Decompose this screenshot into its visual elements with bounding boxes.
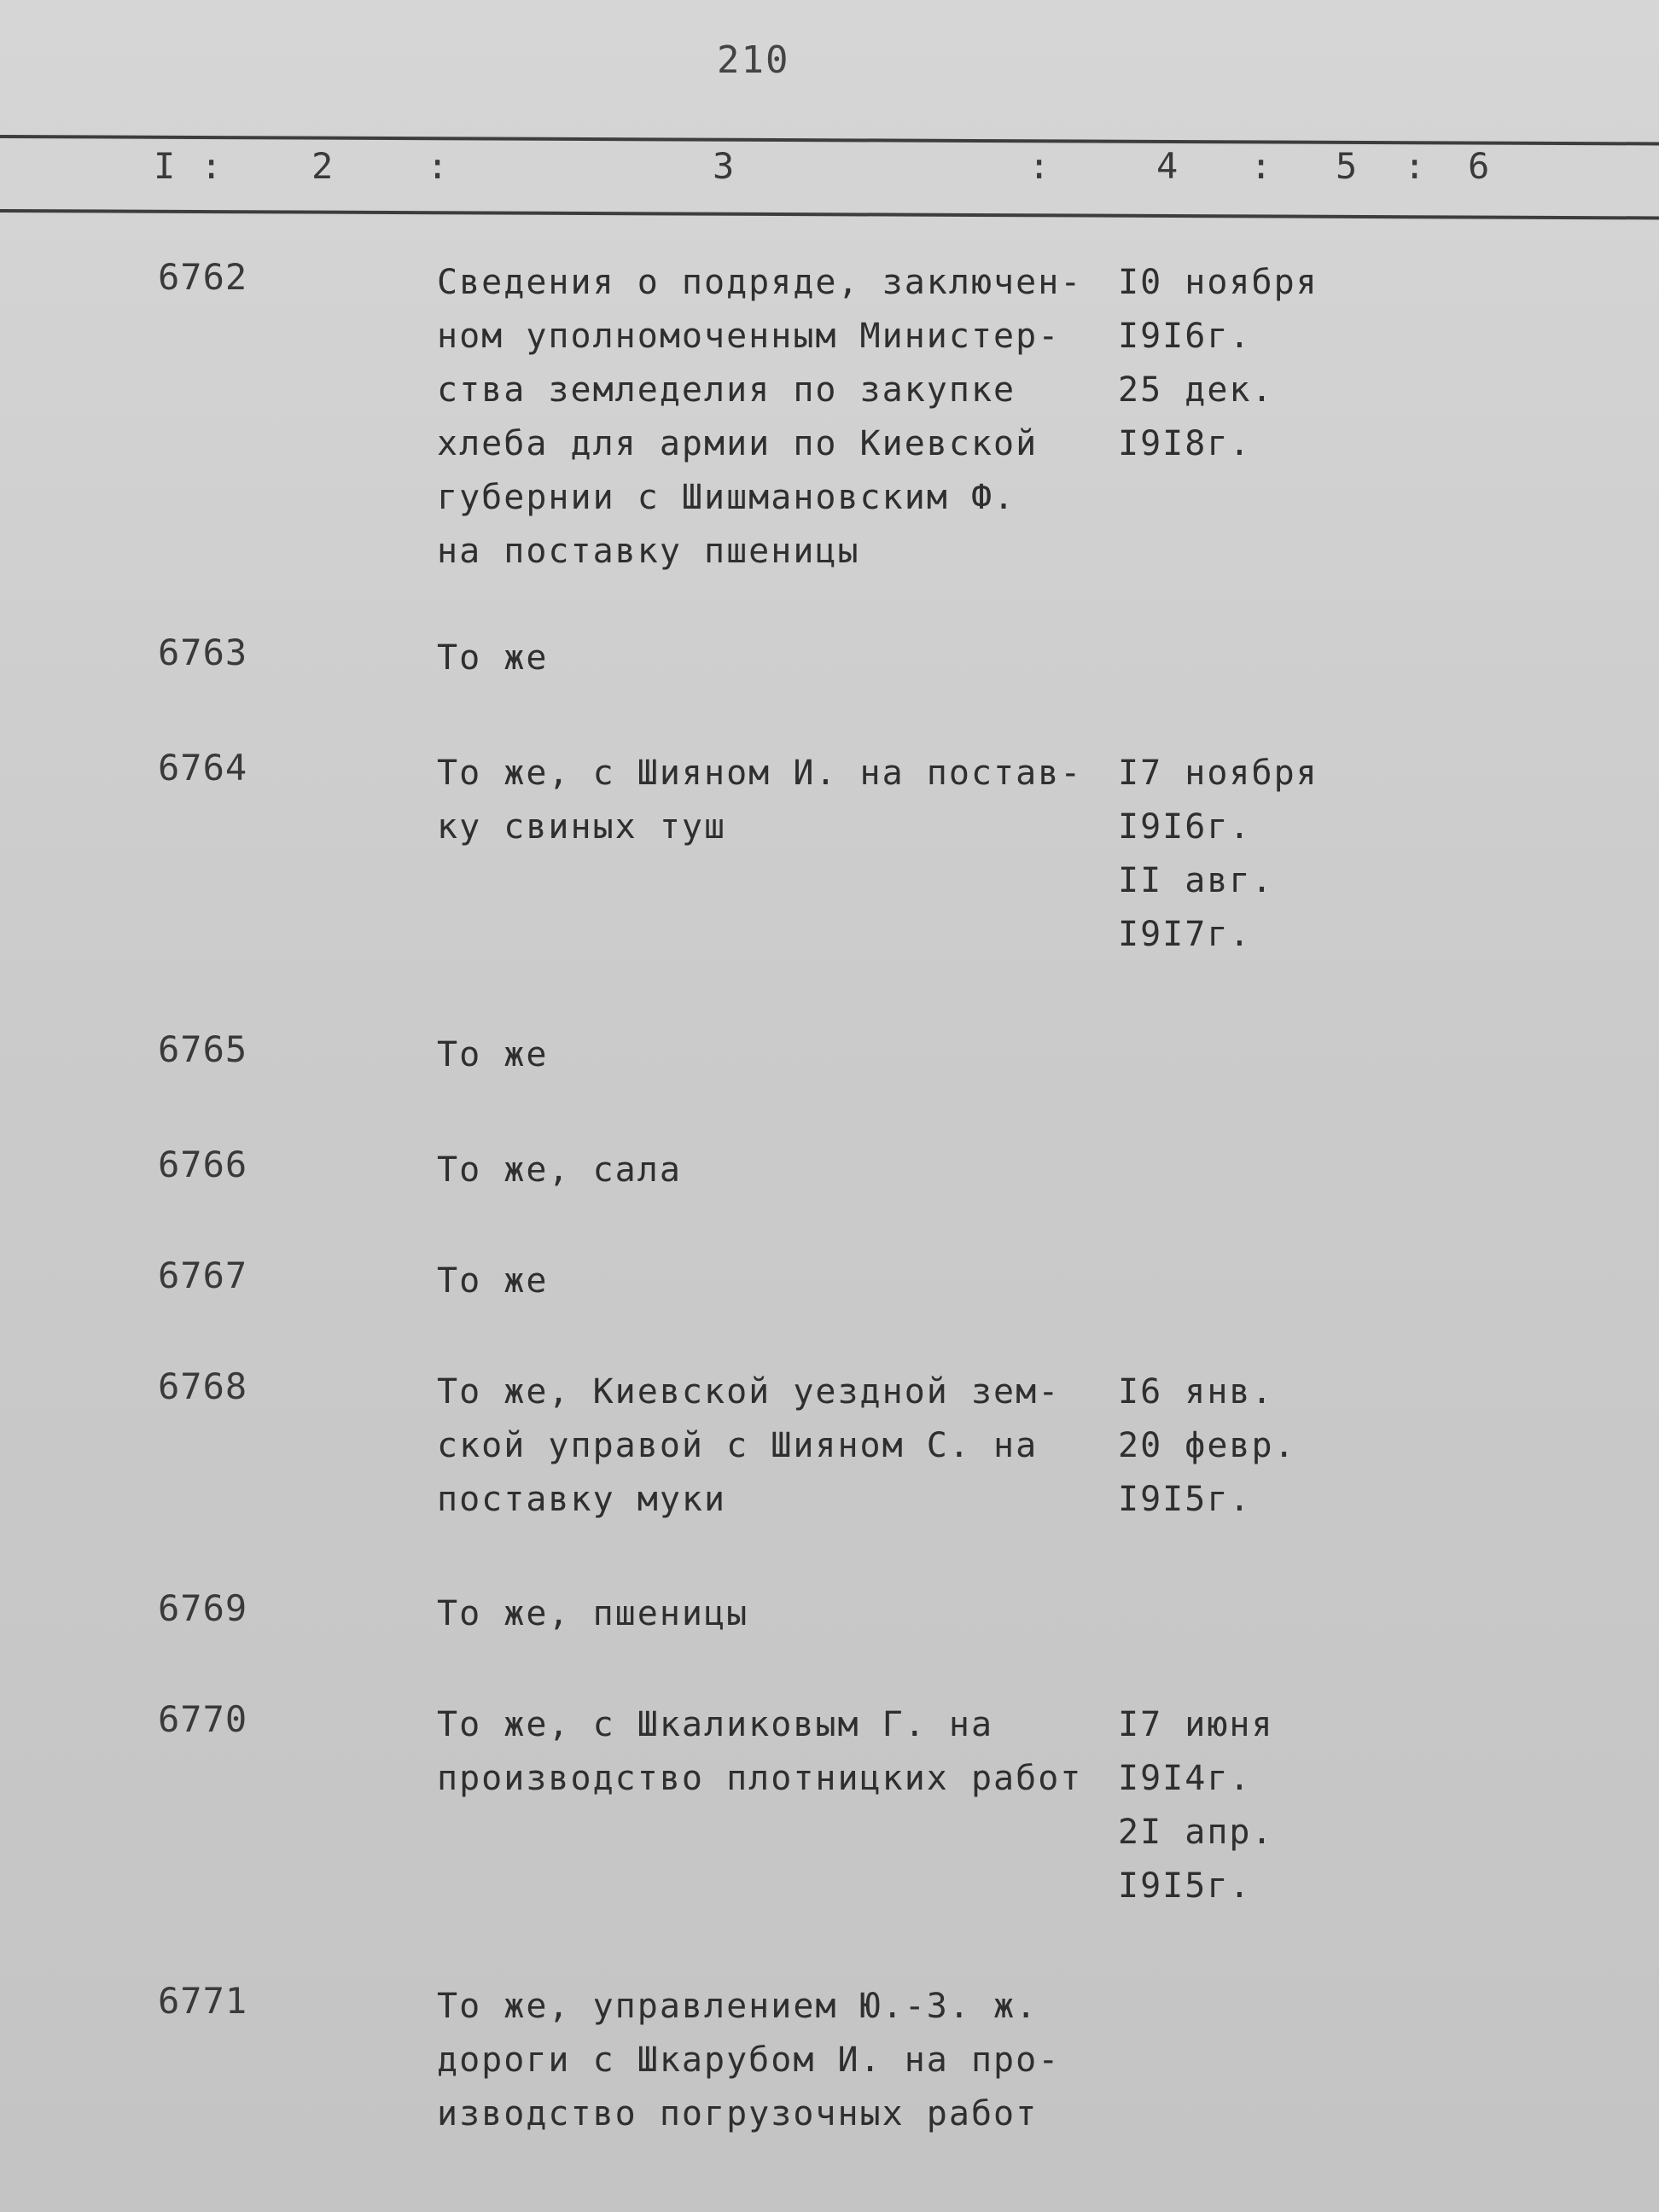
column-header-3: 3 — [713, 145, 735, 187]
date-line: I6 янв. — [1118, 1372, 1274, 1412]
description-line: изводство погрузочных работ — [437, 2094, 1039, 2133]
item-dates — [1118, 256, 1459, 471]
item-dates — [1118, 1365, 1459, 1527]
item-description — [437, 1698, 1120, 1806]
item-number: 6766 — [158, 1144, 248, 1185]
date-line: I9I7г. — [1118, 915, 1252, 954]
item-description — [437, 1144, 1120, 1197]
item-description — [437, 1254, 1120, 1308]
description-line: производство плотницких работ — [437, 1759, 1083, 1798]
item-number: 6765 — [158, 1028, 248, 1070]
date-line: I9I6г. — [1118, 807, 1252, 847]
item-description — [437, 1365, 1120, 1527]
description-line: То же — [437, 638, 549, 678]
header-top-rule — [0, 135, 1659, 145]
column-separator-4: : — [1250, 145, 1272, 187]
page-number: 210 — [717, 38, 790, 82]
item-description — [437, 1980, 1120, 2141]
date-line: I7 июня — [1118, 1705, 1274, 1744]
item-description — [437, 632, 1120, 685]
column-separator-1: : — [201, 145, 223, 187]
description-line: То же, с Шияном И. на постав- — [437, 754, 1083, 793]
description-line: поставку муки — [437, 1480, 727, 1519]
description-line: хлеба для армии по Киевской — [437, 424, 1039, 463]
date-line: I0 ноября — [1118, 263, 1318, 302]
column-header-5: 5 — [1336, 145, 1358, 187]
item-number: 6762 — [158, 256, 248, 298]
date-line: I9I6г. — [1118, 317, 1252, 356]
description-line: То же, Киевской уездной зем- — [437, 1372, 1061, 1412]
item-description — [437, 256, 1120, 579]
item-number: 6767 — [158, 1254, 248, 1296]
date-line: I9I5г. — [1118, 1480, 1252, 1519]
item-number: 6770 — [158, 1698, 248, 1740]
description-line: ской управой с Шияном С. на — [437, 1426, 1039, 1465]
column-header-6: 6 — [1468, 145, 1490, 187]
item-dates — [1118, 1698, 1459, 1913]
column-header-1: I — [154, 145, 176, 187]
item-description — [437, 1028, 1120, 1082]
date-line: 2I апр. — [1118, 1813, 1274, 1852]
column-separator-3: : — [1028, 145, 1051, 187]
column-header-2: 2 — [311, 145, 334, 187]
item-number: 6769 — [158, 1587, 248, 1629]
item-number: 6764 — [158, 747, 248, 789]
description-line: То же, управлением Ю.-З. ж. — [437, 1987, 1039, 2026]
date-line: 25 дек. — [1118, 370, 1274, 410]
item-number: 6768 — [158, 1365, 248, 1407]
date-line: I9I5г. — [1118, 1866, 1252, 1906]
description-line: ства земледелия по закупке — [437, 370, 1016, 410]
description-line: То же — [437, 1261, 549, 1301]
description-line: То же, пшеницы — [437, 1594, 749, 1633]
column-separator-2: : — [427, 145, 449, 187]
item-dates — [1118, 747, 1459, 962]
item-description — [437, 747, 1120, 854]
date-line: I9I8г. — [1118, 424, 1252, 463]
description-line: То же — [437, 1035, 549, 1074]
description-line: ку свиных туш — [437, 807, 727, 847]
description-line: Сведения о подряде, заключен- — [437, 263, 1083, 302]
description-line: То же, сала — [437, 1150, 682, 1190]
date-line: I9I4г. — [1118, 1759, 1252, 1798]
item-number: 6763 — [158, 632, 248, 673]
column-header-4: 4 — [1156, 145, 1179, 187]
date-line: II авг. — [1118, 861, 1274, 900]
description-line: ном уполномоченным Министер- — [437, 317, 1061, 356]
description-line: на поставку пшеницы — [437, 532, 860, 571]
description-line: То же, с Шкаликовым Г. на — [437, 1705, 994, 1744]
column-separator-5: : — [1404, 145, 1426, 187]
header-bottom-rule — [0, 209, 1659, 219]
item-number: 6771 — [158, 1980, 248, 2022]
description-line: губернии с Шишмановским Ф. — [437, 478, 1016, 517]
date-line: I7 ноября — [1118, 754, 1318, 793]
item-description — [437, 1587, 1120, 1641]
date-line: 20 февр. — [1118, 1426, 1296, 1465]
description-line: дороги с Шкарубом И. на про- — [437, 2040, 1061, 2080]
